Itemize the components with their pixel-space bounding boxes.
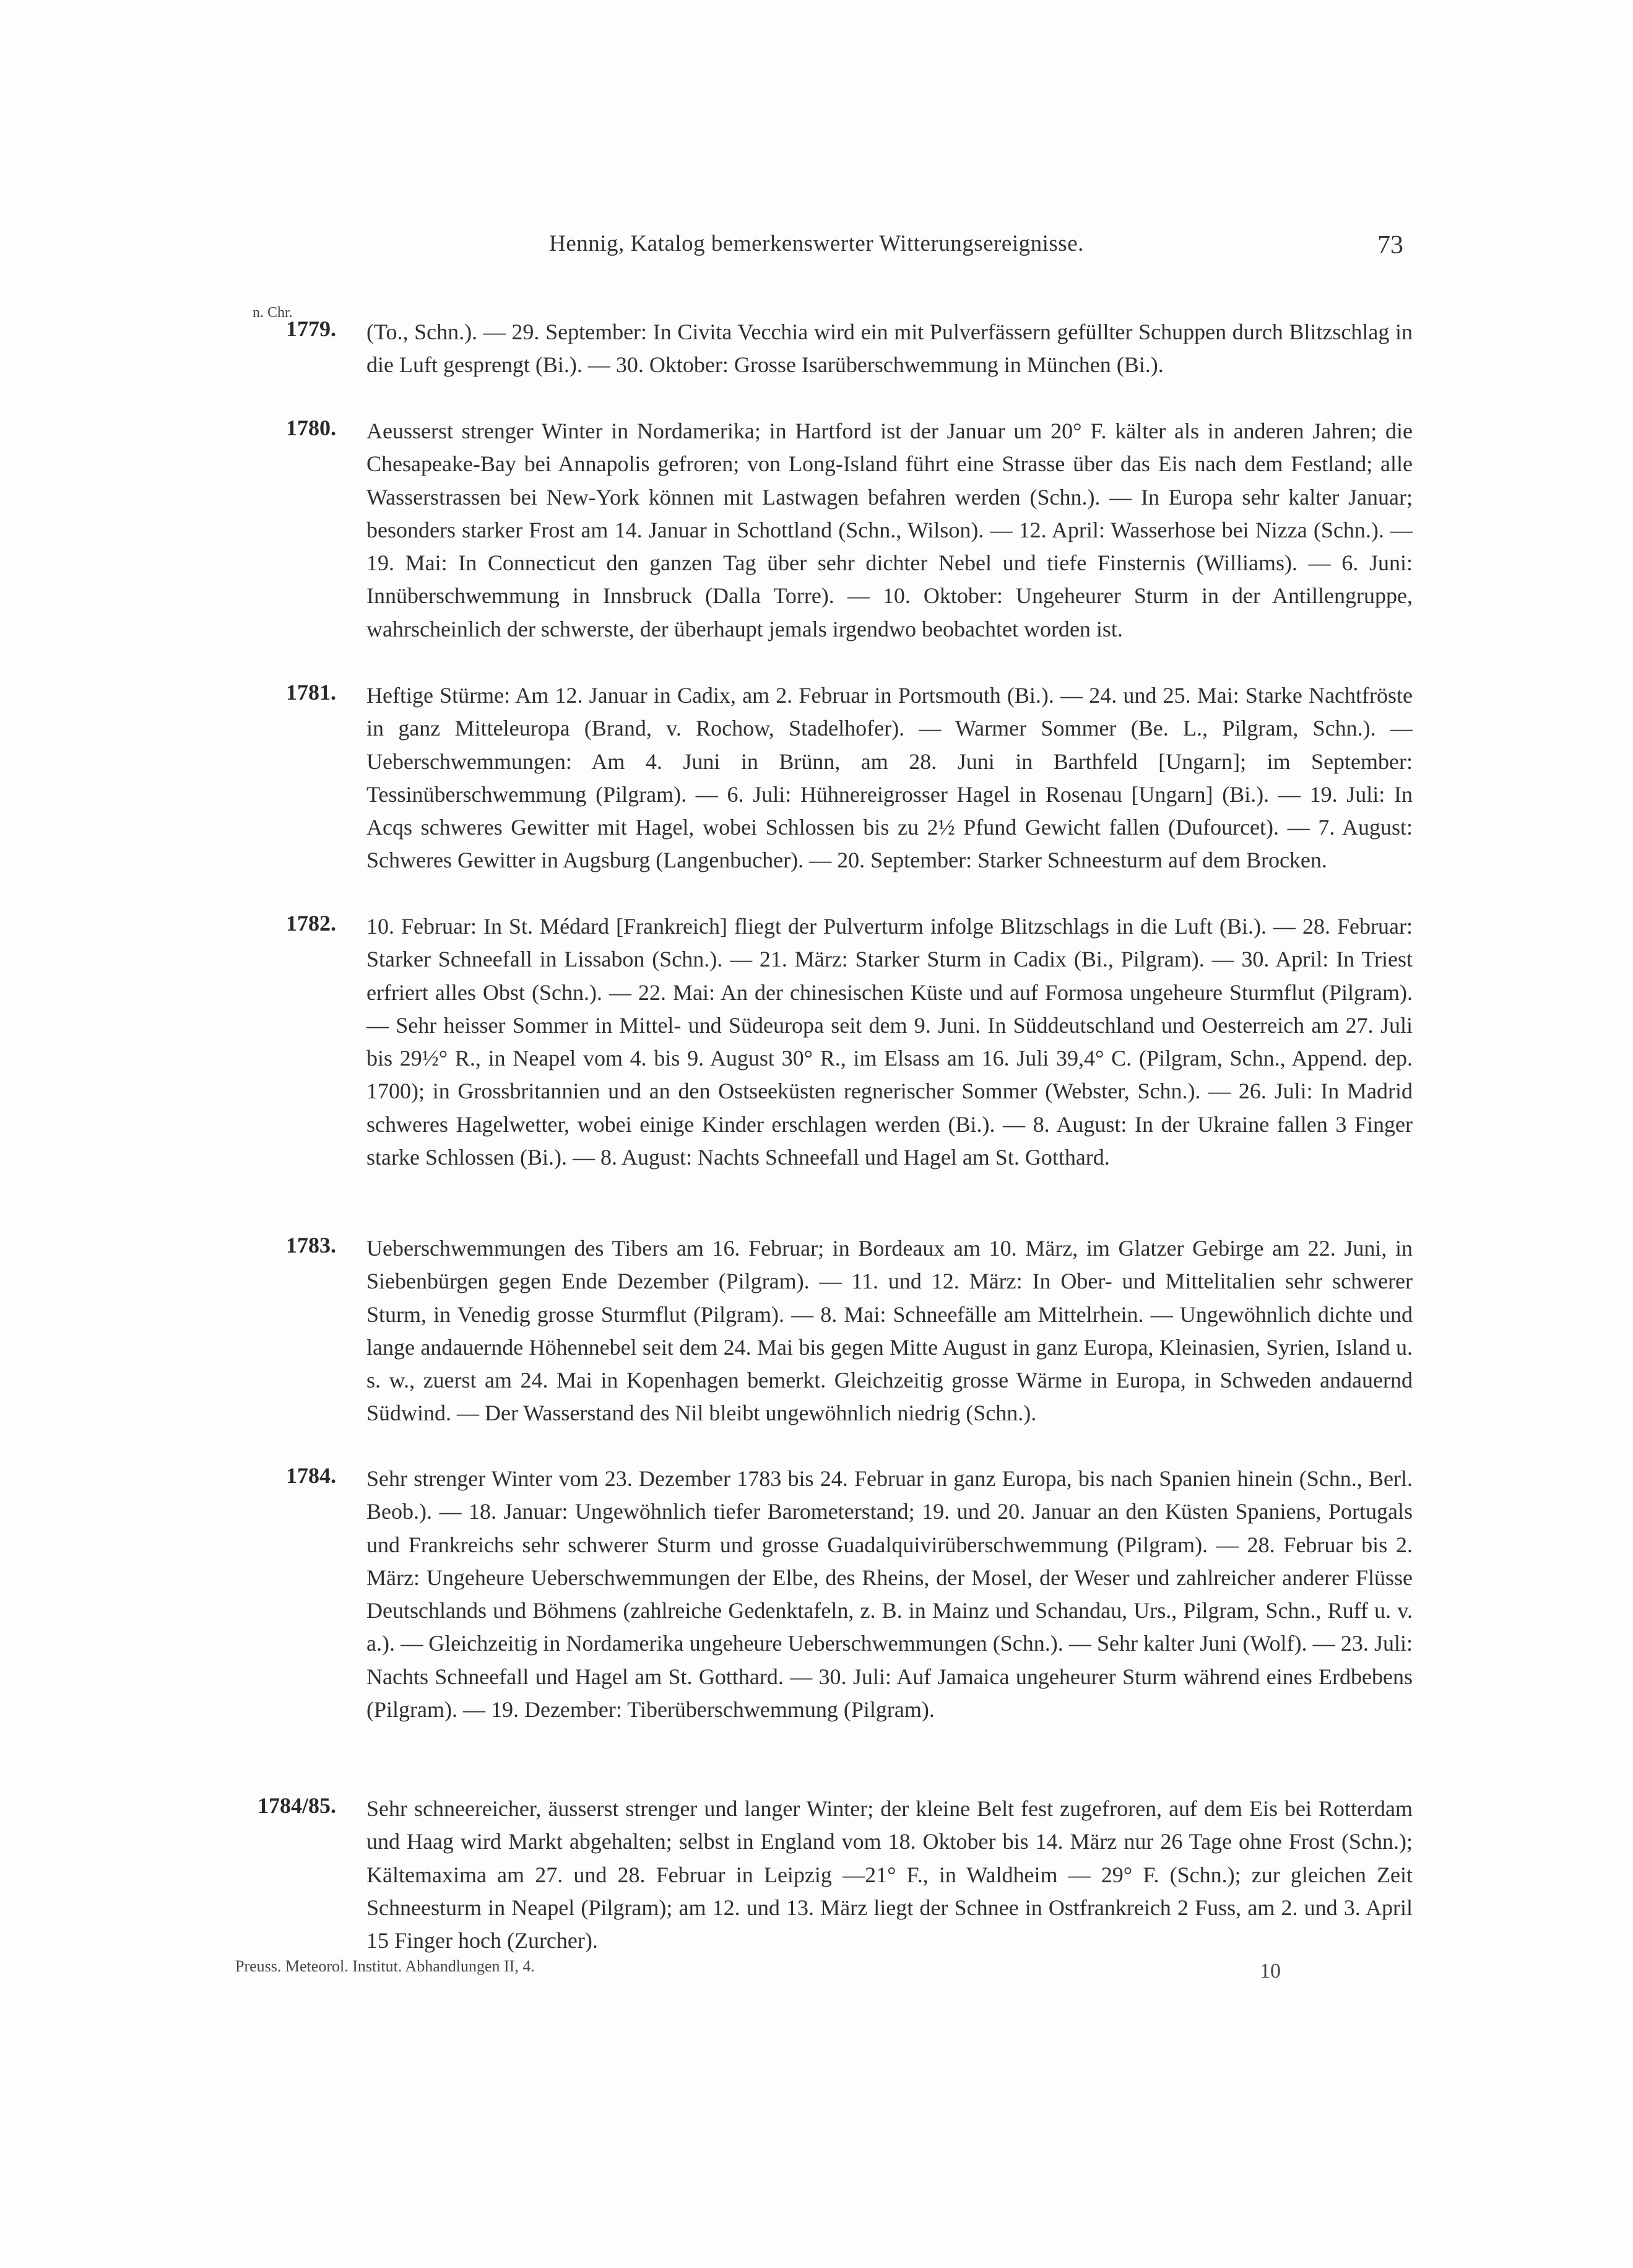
entry-text: (To., Schn.). — 29. September: In Civita Vecchia wird ein mit Pulverfässern gefüllter Schuppen durch Blitzschlag in die Luft gesprengt (Bi.). — 30. Oktober: Grosse Isarüberschwemmung in München (Bi.). [366,319,1413,378]
page-number: 73 [1377,231,1403,259]
running-head [0,230,1633,267]
era-label: n. Chr. [253,305,293,321]
footer-signature-number: 10 [1260,1960,1281,1983]
entry-year: 1784/85. [257,1793,336,1818]
entry-text: 10. Februar: In St. Médard [Frankreich] fliegt der Pulverturm infolge Blitzschlags in die Luft (Bi.). — 28. Februar: Starker Schneefall in Lissabon (Schn.). — 21. März: Starker Sturm in Cadix (Bi., Pilgram). — 30. April: In Triest erfriert alles Obst (Schn.). — 22. Mai: An der chinesischen Küste und auf Formosa ungeheure Sturmflut (Pilgram). — Sehr heisser Sommer in Mittel- und Südeuropa seit dem 9. Juni. In Süddeutschland und Oesterreich am 27. Juli bis 29½° R., in Neapel vom 4. bis 9. August 30° R., im Elsass am 16. Juli 39,4° C. (Pilgram, Schn., Append. dep. 1700); in Grossbritannien und an den Ostseeküsten regnerischer Sommer (Webster, Schn.). — 26. Juli: In Madrid schweres Hagelwetter, wobei einige Kinder erschlagen werden (Bi.). — 8. August: In der Ukraine fallen 3 Finger starke Schlossen (Bi.). — 8. August: Nachts Schneefall und Hagel am St. Gotthard. [366,914,1413,1170]
entry-year: 1783. [286,1233,336,1258]
footer-publication: Preuss. Meteorol. Institut. Abhandlungen II, 4. [235,1957,535,1975]
entry-text: Ueberschwemmungen des Tibers am 16. Februar; in Bordeaux am 10. März, im Glatzer Gebirge am 22. Juni, in Siebenbürgen gegen Ende Dezember (Pilgram). — 11. und 12. März: In Ober- und Mittelitalien sehr schwerer Sturm, in Venedig grosse Sturmflut (Pilgram). — 8. Mai: Schneefälle am Mittelrhein. — Ungewöhnlich dichte und lange andauernde Höhennebel seit dem 24. Mai bis gegen Mitte August in ganz Europa, Kleinasien, Syrien, Island u. s. w., zuerst am 24. Mai in Kopenhagen bemerkt. Gleichzeitig grosse Wärme in Europa, in Schweden andauernd Südwind. — Der Wasserstand des Nil bleibt ungewöhnlich niedrig (Schn.). [366,1236,1413,1426]
entry-text: Sehr strenger Winter vom 23. Dezember 1783 bis 24. Februar in ganz Europa, bis nach Spanien hinein (Schn., Berl. Beob.). — 18. Januar: Ungewöhnlich tiefer Barometerstand; 19. und 20. Januar an den Küsten Spaniens, Portugals und Frankreichs sehr schwerer Sturm und grosse Guadalquivirüberschwemmung (Pilgram). — 28. Februar bis 2. März: Ungeheure Ueberschwemmungen der Elbe, des Rheins, der Mosel, der Weser und zahlreicher anderer Flüsse Deutschlands und Böhmens (zahlreiche Gedenktafeln, z. B. in Mainz und Schandau, Urs., Pilgram, Schn., Ruff u. v. a.). — Gleichzeitig in Nordamerika ungeheure Ueberschwemmungen (Schn.). — Sehr kalter Juni (Wolf). — 23. Juli: Nachts Schneefall und Hagel am St. Gotthard. — 30. Juli: Auf Jamaica ungeheurer Sturm während eines Erdbebens (Pilgram). — 19. Dezember: Tiberüberschwemmung (Pilgram). [366,1466,1413,1723]
entry-year: 1784. [286,1463,336,1488]
entry-year: 1782. [286,911,336,936]
entry-year: 1779. [286,316,336,341]
entry-text: Sehr schneereicher, äusserst strenger und langer Winter; der kleine Belt fest zugefroren, auf dem Eis bei Rotterdam und Haag wird Markt abgehalten; selbst in England vom 18. Oktober bis 14. März nur 26 Tage ohne Frost (Schn.); Kältemaxima am 27. und 28. Februar in Leipzig —21° F., in Waldheim — 29° F. (Schn.); zur gleichen Zeit Schneesturm in Neapel (Pilgram); am 12. und 13. März liegt der Schnee in Ostfrankreich 2 Fuss, am 2. und 3. April 15 Finger hoch (Zurcher). [366,1796,1413,1953]
entry-year: 1781. [286,680,336,705]
running-title: Hennig, Katalog bemerkenswerter Witterungsereignisse. [549,231,1084,256]
entry-year: 1780. [286,415,336,440]
entry-text: Aeusserst strenger Winter in Nordamerika; in Hartford ist der Januar um 20° F. kälter als in anderen Jahren; die Chesapeake-Bay bei Annapolis gefroren; von Long-Island führt eine Strasse über das Eis nach dem Festland; alle Wasserstrassen bei New-York können mit Lastwagen befahren werden (Schn.). — In Europa sehr kalter Januar; besonders starker Frost am 14. Januar in Schottland (Schn., Wilson). — 12. April: Wasserhose bei Nizza (Schn.). — 19. Mai: In Connecticut den ganzen Tag über sehr dichter Nebel und tiefe Finsternis (Williams). — 6. Juni: Innüberschwemmung in Innsbruck (Dalla Torre). — 10. Oktober: Ungeheurer Sturm in der Antillengruppe, wahrscheinlich der schwerste, der überhaupt jemals irgendwo beobachtet worden ist. [366,419,1413,641]
entry-text: Heftige Stürme: Am 12. Januar in Cadix, am 2. Februar in Portsmouth (Bi.). — 24. und 25. Mai: Starke Nachtfröste in ganz Mitteleuropa (Brand, v. Rochow, Stadelhofer). — Warmer Sommer (Be. L., Pilgram, Schn.). — Ueberschwemmungen: Am 4. Juni in Brünn, am 28. Juni in Barthfeld [Ungarn]; im September: Tessinüberschwemmung (Pilgram). — 6. Juli: Hühnereigrosser Hagel in Rosenau [Ungarn] (Bi.). — 19. Juli: In Acqs schweres Gewitter mit Hagel, wobei Schlossen bis zu 2½ Pfund Gewicht fallen (Dufourcet). — 7. August: Schweres Gewitter in Augsburg (Langenbucher). — 20. September: Starker Schneesturm auf dem Brocken. [366,683,1413,873]
